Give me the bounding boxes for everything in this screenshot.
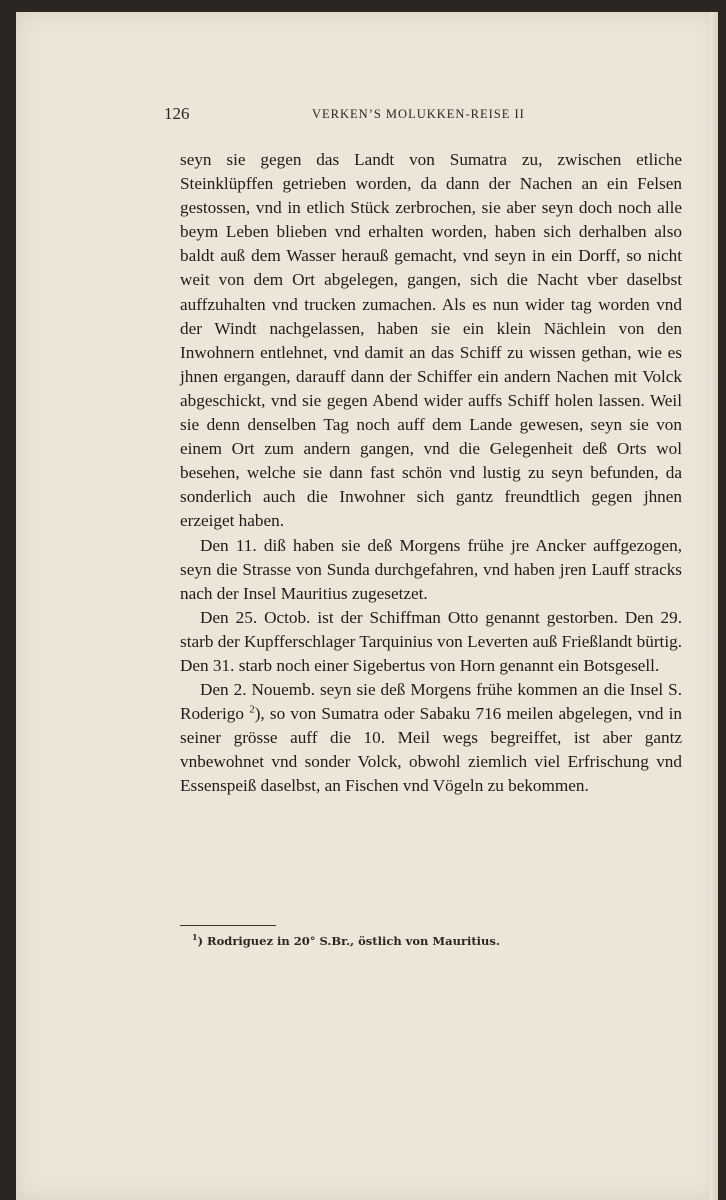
paragraph-text-end: ), so von Sumatra oder Sabaku 716 meilen abgelegen, vnd in seiner grösse auff die 10. Meil wegs begreiffet, ist aber gantz vnbewohnet vnd sonder Volck, obwohl ziemlich viel Erfrischung vnd Essenspeiß daselbst, an Fischen vnd Vögeln zu bekommen. bbox=[180, 704, 682, 796]
running-title: VERKEN’S MOLUKKEN-REISE II bbox=[312, 107, 525, 121]
paragraph bbox=[180, 678, 682, 798]
paragraph: Den 11. diß haben sie deß Morgens frühe jre Ancker auffgezogen, seyn die Strasse von Sunda durchgefahren, vnd haben jren Lauff stracks nach der Insel Mauritius zugesetzet. bbox=[180, 535, 682, 603]
paragraph: Den 25. Octob. ist der Schiffman Otto genannt gestorben. Den 29. starb der Kupfferschlager Tarquinius von Leverten auß Frießlandt bürtig. Den 31. starb noch einer Sigebertus von Horn genannt ein Botsgesell. bbox=[180, 607, 682, 675]
footnote-reference: 2 bbox=[249, 703, 255, 716]
footnote-marker: 1 bbox=[192, 932, 198, 942]
paragraph-text-start: Den 2. Nouemb. seyn sie deß Morgens frühe kommen an die Insel S. Roderigo bbox=[180, 680, 682, 724]
body-text bbox=[180, 148, 682, 799]
footnote bbox=[192, 932, 672, 948]
page-number: 126 bbox=[164, 104, 190, 123]
page-edge bbox=[710, 12, 718, 1200]
paragraph: seyn sie gegen das Landt von Sumatra zu, zwischen etliche Steinklüpffen getrieben worden, da dann der Nachen an ein Felsen gestossen, vnd in etlich Stück zerbrochen, sie aber seyn doch noch alle beym Leben blieben vnd erhalten worden, haben sich derhalben also baldt auß dem Wasser herauß gemacht, vnd seyn in ein Dorff, so nicht weit von dem Ort abgelegen, gangen, sich die Nacht vber daselbst auffzuhalten vnd trucken zumachen. Als es nun wider tag worden vnd der Windt nachgelassen, haben sie ein klein Nächlein von den Inwohnern entlehnet, vnd damit an das Schiff zu wissen gethan, wie es jhnen ergangen, darauff dann der Schiffer ein andern Nachen mit Volck abgeschickt, vnd sie gegen Abend wider auffs Schiff holen lassen. Weil sie denn denselben Tag noch auff dem Lande gewesen, seyn sie von einem Ort zum andern gangen, vnd die Gelegenheit deß Orts wol besehen, welche sie dann fast schön vnd lustig zu seyn befunden, da sonderlich auch die Inwohner sich gantz freundtlich gegen jhnen erzeiget haben. bbox=[180, 150, 682, 531]
footnote-marker-suffix: ) bbox=[197, 933, 204, 948]
footnote-text: Rodriguez in 20° S.Br., östlich von Mauritius. bbox=[207, 933, 500, 948]
footnote-rule bbox=[180, 925, 276, 926]
